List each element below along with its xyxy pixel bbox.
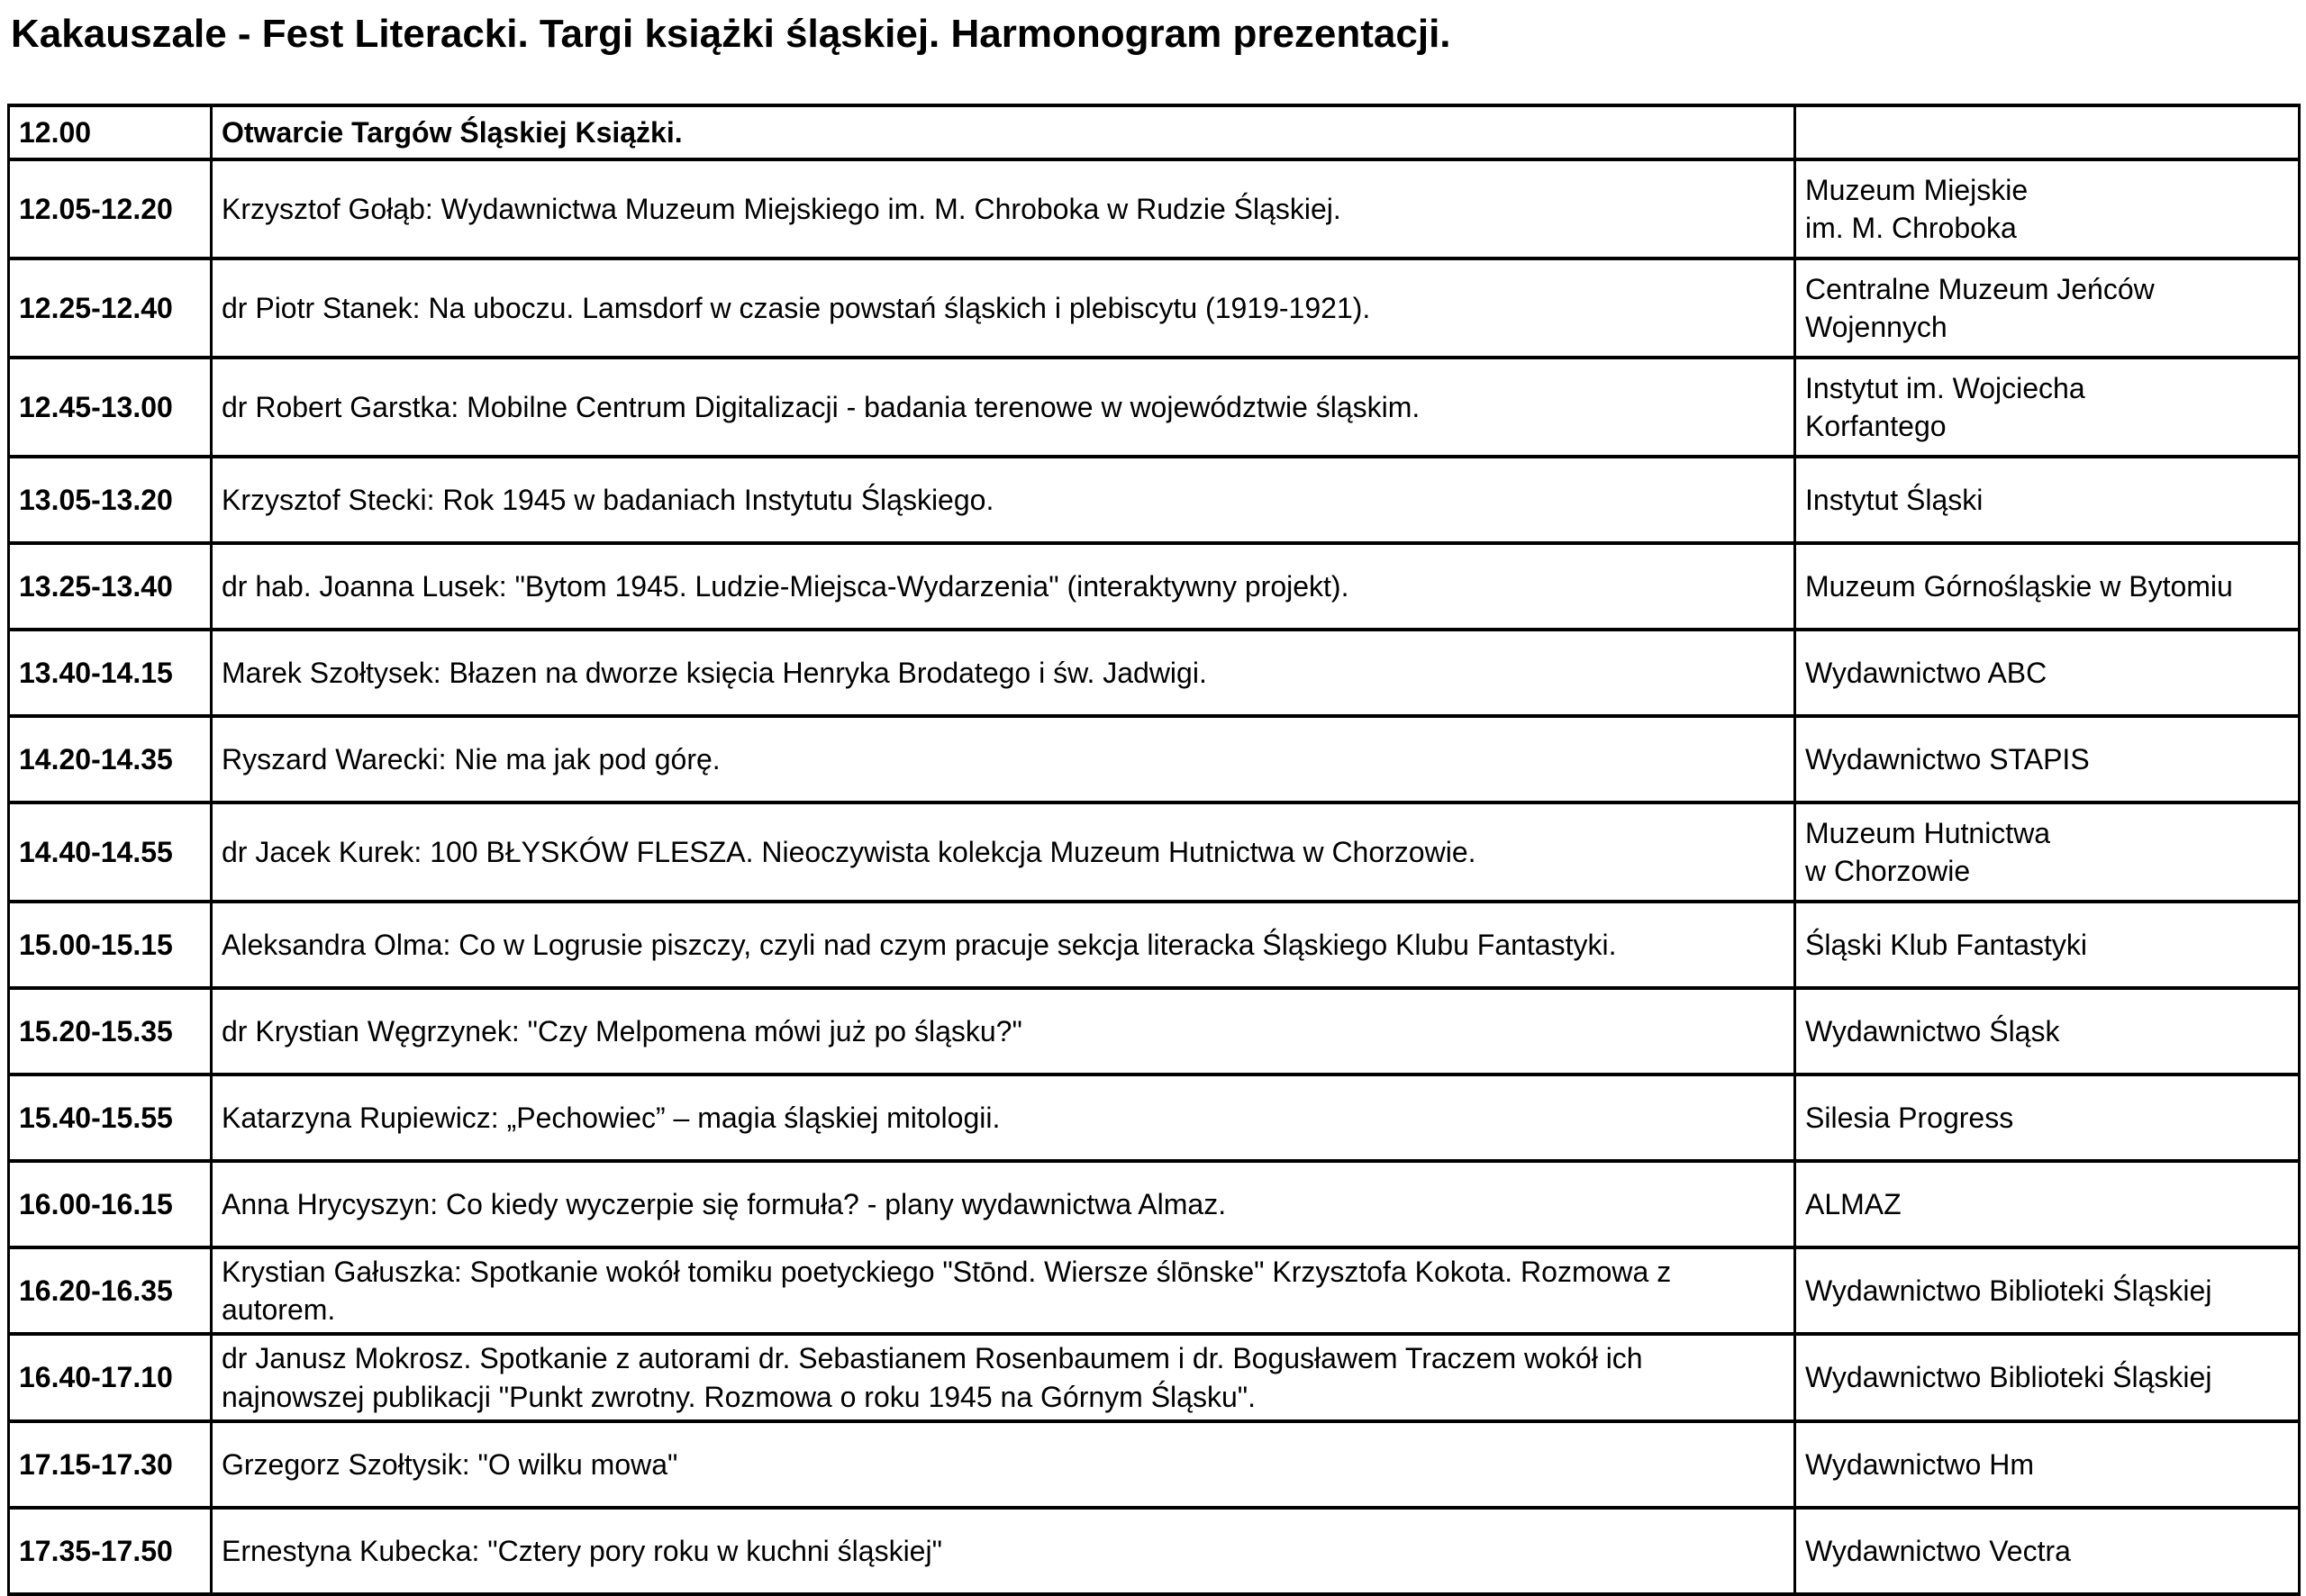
organization-cell: Śląski Klub Fantastyki	[1795, 902, 2300, 988]
table-row	[9, 803, 2300, 902]
table-row	[9, 1161, 2300, 1247]
organization-cell: Muzeum Hutnictwa w Chorzowie	[1795, 803, 2300, 902]
table-row	[9, 258, 2300, 358]
description-cell: Krystian Gałuszka: Spotkanie wokół tomiku poetyckiego "Stōnd. Wiersze ślōnske" Krzysztofa Kokota. Rozmowa z autorem.	[212, 1247, 1795, 1334]
table-row	[9, 1075, 2300, 1161]
description-cell: Aleksandra Olma: Co w Logrusie piszczy, czyli nad czym pracuje sekcja literacka Śląskiego Klubu Fantastyki.	[212, 902, 1795, 988]
organization-cell: Wydawnictwo ABC	[1795, 630, 2300, 716]
description-cell: Marek Szołtysek: Błazen na dworze księcia Henryka Brodatego i św. Jadwigi.	[212, 630, 1795, 716]
description-cell: dr Robert Garstka: Mobilne Centrum Digitalizacji - badania terenowe w województwie śląskim.	[212, 358, 1795, 457]
description-cell: Ryszard Warecki: Nie ma jak pod górę.	[212, 716, 1795, 803]
table-row	[9, 105, 2300, 159]
table-row	[9, 159, 2300, 258]
table-row	[9, 1508, 2300, 1594]
time-cell: 12.45-13.00	[9, 358, 212, 457]
description-cell: dr Jacek Kurek: 100 BŁYSKÓW FLESZA. Nieoczywista kolekcja Muzeum Hutnictwa w Chorzowie.	[212, 803, 1795, 902]
time-cell: 12.25-12.40	[9, 258, 212, 358]
time-cell: 14.40-14.55	[9, 803, 212, 902]
description-cell: Krzysztof Stecki: Rok 1945 w badaniach Instytutu Śląskiego.	[212, 457, 1795, 543]
table-row	[9, 543, 2300, 630]
time-cell: 13.25-13.40	[9, 543, 212, 630]
description-cell: dr Piotr Stanek: Na uboczu. Lamsdorf w czasie powstań śląskich i plebiscytu (1919-1921).	[212, 258, 1795, 358]
time-cell: 13.05-13.20	[9, 457, 212, 543]
time-cell: 15.20-15.35	[9, 988, 212, 1075]
description-cell: Ernestyna Kubecka: "Cztery pory roku w kuchni śląskiej"	[212, 1508, 1795, 1594]
organization-cell: Wydawnictwo Śląsk	[1795, 988, 2300, 1075]
page-title: Kakauszale - Fest Literacki. Targi książki śląskiej. Harmonogram prezentacji.	[11, 12, 1451, 56]
table-row	[9, 1247, 2300, 1334]
organization-cell: Muzeum Miejskie im. M. Chroboka	[1795, 159, 2300, 258]
time-cell: 14.20-14.35	[9, 716, 212, 803]
time-cell: 17.15-17.30	[9, 1421, 212, 1508]
time-cell: 15.40-15.55	[9, 1075, 212, 1161]
organization-cell: Wydawnictwo Hm	[1795, 1421, 2300, 1508]
organization-cell: Wydawnictwo STAPIS	[1795, 716, 2300, 803]
time-cell: 16.00-16.15	[9, 1161, 212, 1247]
organization-cell: Instytut im. Wojciecha Korfantego	[1795, 358, 2300, 457]
time-cell: 13.40-14.15	[9, 630, 212, 716]
organization-cell: Wydawnictwo Vectra	[1795, 1508, 2300, 1594]
time-cell: 15.00-15.15	[9, 902, 212, 988]
description-cell: dr hab. Joanna Lusek: "Bytom 1945. Ludzie-Miejsca-Wydarzenia" (interaktywny projekt).	[212, 543, 1795, 630]
table-row	[9, 716, 2300, 803]
time-cell: 17.35-17.50	[9, 1508, 212, 1594]
description-cell: Krzysztof Gołąb: Wydawnictwa Muzeum Miejskiego im. M. Chroboka w Rudzie Śląskiej.	[212, 159, 1795, 258]
organization-cell: Wydawnictwo Biblioteki Śląskiej	[1795, 1334, 2300, 1420]
description-cell: Grzegorz Szołtysik: "O wilku mowa"	[212, 1421, 1795, 1508]
description-cell: Anna Hrycyszyn: Co kiedy wyczerpie się formuła? - plany wydawnictwa Almaz.	[212, 1161, 1795, 1247]
organization-cell: Muzeum Górnośląskie w Bytomiu	[1795, 543, 2300, 630]
table-row	[9, 988, 2300, 1075]
table-row	[9, 457, 2300, 543]
description-cell: dr Janusz Mokrosz. Spotkanie z autorami dr. Sebastianem Rosenbaumem i dr. Bogusławem Traczem wokół ich najnowszej publikacji "Punkt zwrotny. Rozmowa o roku 1945 na Górnym Śląsku".	[212, 1334, 1795, 1420]
description-cell: Katarzyna Rupiewicz: „Pechowiec” – magia śląskiej mitologii.	[212, 1075, 1795, 1161]
organization-cell	[1795, 105, 2300, 159]
description-cell: Otwarcie Targów Śląskiej Książki.	[212, 105, 1795, 159]
organization-cell: ALMAZ	[1795, 1161, 2300, 1247]
table-row	[9, 1421, 2300, 1508]
organization-cell: Wydawnictwo Biblioteki Śląskiej	[1795, 1247, 2300, 1334]
time-cell: 16.40-17.10	[9, 1334, 212, 1420]
time-cell: 16.20-16.35	[9, 1247, 212, 1334]
organization-cell: Instytut Śląski	[1795, 457, 2300, 543]
description-cell: dr Krystian Węgrzynek: "Czy Melpomena mówi już po śląsku?"	[212, 988, 1795, 1075]
table-row	[9, 630, 2300, 716]
schedule-table	[7, 104, 2301, 1596]
time-cell: 12.05-12.20	[9, 159, 212, 258]
organization-cell: Silesia Progress	[1795, 1075, 2300, 1161]
time-cell: 12.00	[9, 105, 212, 159]
schedule-table-body	[9, 105, 2300, 1594]
table-row	[9, 1334, 2300, 1420]
table-row	[9, 902, 2300, 988]
organization-cell: Centralne Muzeum Jeńców Wojennych	[1795, 258, 2300, 358]
table-row	[9, 358, 2300, 457]
